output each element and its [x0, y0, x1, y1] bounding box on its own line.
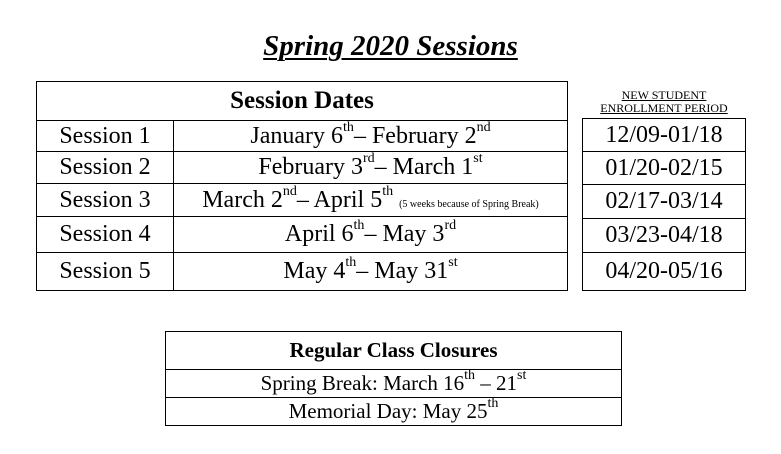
- session-separator: –: [374, 154, 393, 180]
- session-end: March 1: [392, 154, 474, 180]
- enrollment-heading-line1: NEW STUDENT: [621, 88, 707, 102]
- session-end: February 2: [371, 122, 477, 149]
- enrollment-heading-line2: ENROLLMENT PERIOD: [600, 101, 728, 115]
- session-row: [37, 152, 568, 184]
- session-start: May 4: [283, 258, 346, 284]
- session-start-suffix: nd: [282, 183, 297, 199]
- session-name: Session 5: [37, 253, 174, 291]
- enrollment-period: 03/23-04/18: [583, 219, 746, 253]
- session-note: (5 weeks because of Spring Break): [399, 198, 539, 210]
- enrollment-period: 12/09-01/18: [583, 119, 746, 152]
- session-dates-header-row: [37, 82, 568, 121]
- session-separator: –: [353, 122, 372, 149]
- closure-spring-break: [166, 370, 622, 398]
- memorial-day-suffix: th: [487, 396, 499, 411]
- session-row: [37, 253, 568, 291]
- closures-header-row: [166, 332, 622, 370]
- closure-row: [166, 370, 622, 398]
- session-dates: [174, 217, 568, 253]
- closures-header: Regular Class Closures: [166, 332, 622, 370]
- session-separator: –: [296, 186, 314, 213]
- enrollment-row: [583, 152, 746, 185]
- spring-break-suffix-1: th: [464, 368, 476, 383]
- enrollment-period: 02/17-03/14: [583, 185, 746, 219]
- session-start-suffix: th: [345, 255, 357, 270]
- session-name: Session 1: [37, 121, 174, 152]
- enrollment-period-table: [582, 118, 746, 291]
- session-start: January 6: [250, 122, 344, 149]
- enrollment-period-heading: [582, 89, 746, 115]
- closure-row: [166, 398, 622, 426]
- session-dates: [174, 184, 568, 217]
- session-start: February 3: [258, 154, 363, 180]
- session-end: May 3: [382, 221, 445, 247]
- session-dates: [174, 253, 568, 291]
- session-dates-table: [36, 81, 568, 291]
- session-end-suffix: st: [473, 151, 483, 166]
- spring-break-suffix-2: st: [517, 368, 527, 383]
- session-end-suffix: nd: [476, 119, 491, 135]
- enrollment-period: 04/20-05/16: [583, 253, 746, 291]
- enrollment-period: 01/20-02/15: [583, 152, 746, 185]
- enrollment-row: [583, 119, 746, 152]
- session-start: March 2: [202, 186, 283, 213]
- session-name: Session 3: [37, 184, 174, 217]
- session-dates: [174, 152, 568, 184]
- session-dates: [174, 121, 568, 152]
- session-name: Session 2: [37, 152, 174, 184]
- enrollment-row: [583, 219, 746, 253]
- session-end: May 31: [374, 258, 449, 284]
- session-end: April 5: [313, 186, 383, 213]
- session-row: [37, 184, 568, 217]
- session-end-suffix: st: [448, 255, 458, 270]
- enrollment-row: [583, 253, 746, 291]
- enrollment-row: [583, 185, 746, 219]
- page-title-text: Spring 2020 Sessions: [263, 30, 518, 62]
- session-dates-header: Session Dates: [37, 82, 568, 121]
- session-start-suffix: rd: [362, 151, 375, 166]
- closure-memorial-day: [166, 398, 622, 426]
- spring-break-label: Spring Break: March 16: [260, 371, 465, 395]
- memorial-day-label: Memorial Day: May 25: [288, 399, 488, 423]
- spring-break-mid: – 21: [475, 371, 518, 395]
- session-end-suffix: th: [382, 183, 394, 199]
- session-start-suffix: th: [343, 119, 354, 135]
- session-row: [37, 121, 568, 152]
- session-name: Session 4: [37, 217, 174, 253]
- session-separator: –: [356, 258, 375, 284]
- session-separator: –: [364, 221, 383, 247]
- page-title: [0, 30, 781, 63]
- class-closures-table: [165, 331, 622, 426]
- session-start: April 6: [284, 221, 354, 247]
- session-start-suffix: th: [353, 218, 365, 233]
- session-row: [37, 217, 568, 253]
- session-end-suffix: rd: [444, 218, 457, 233]
